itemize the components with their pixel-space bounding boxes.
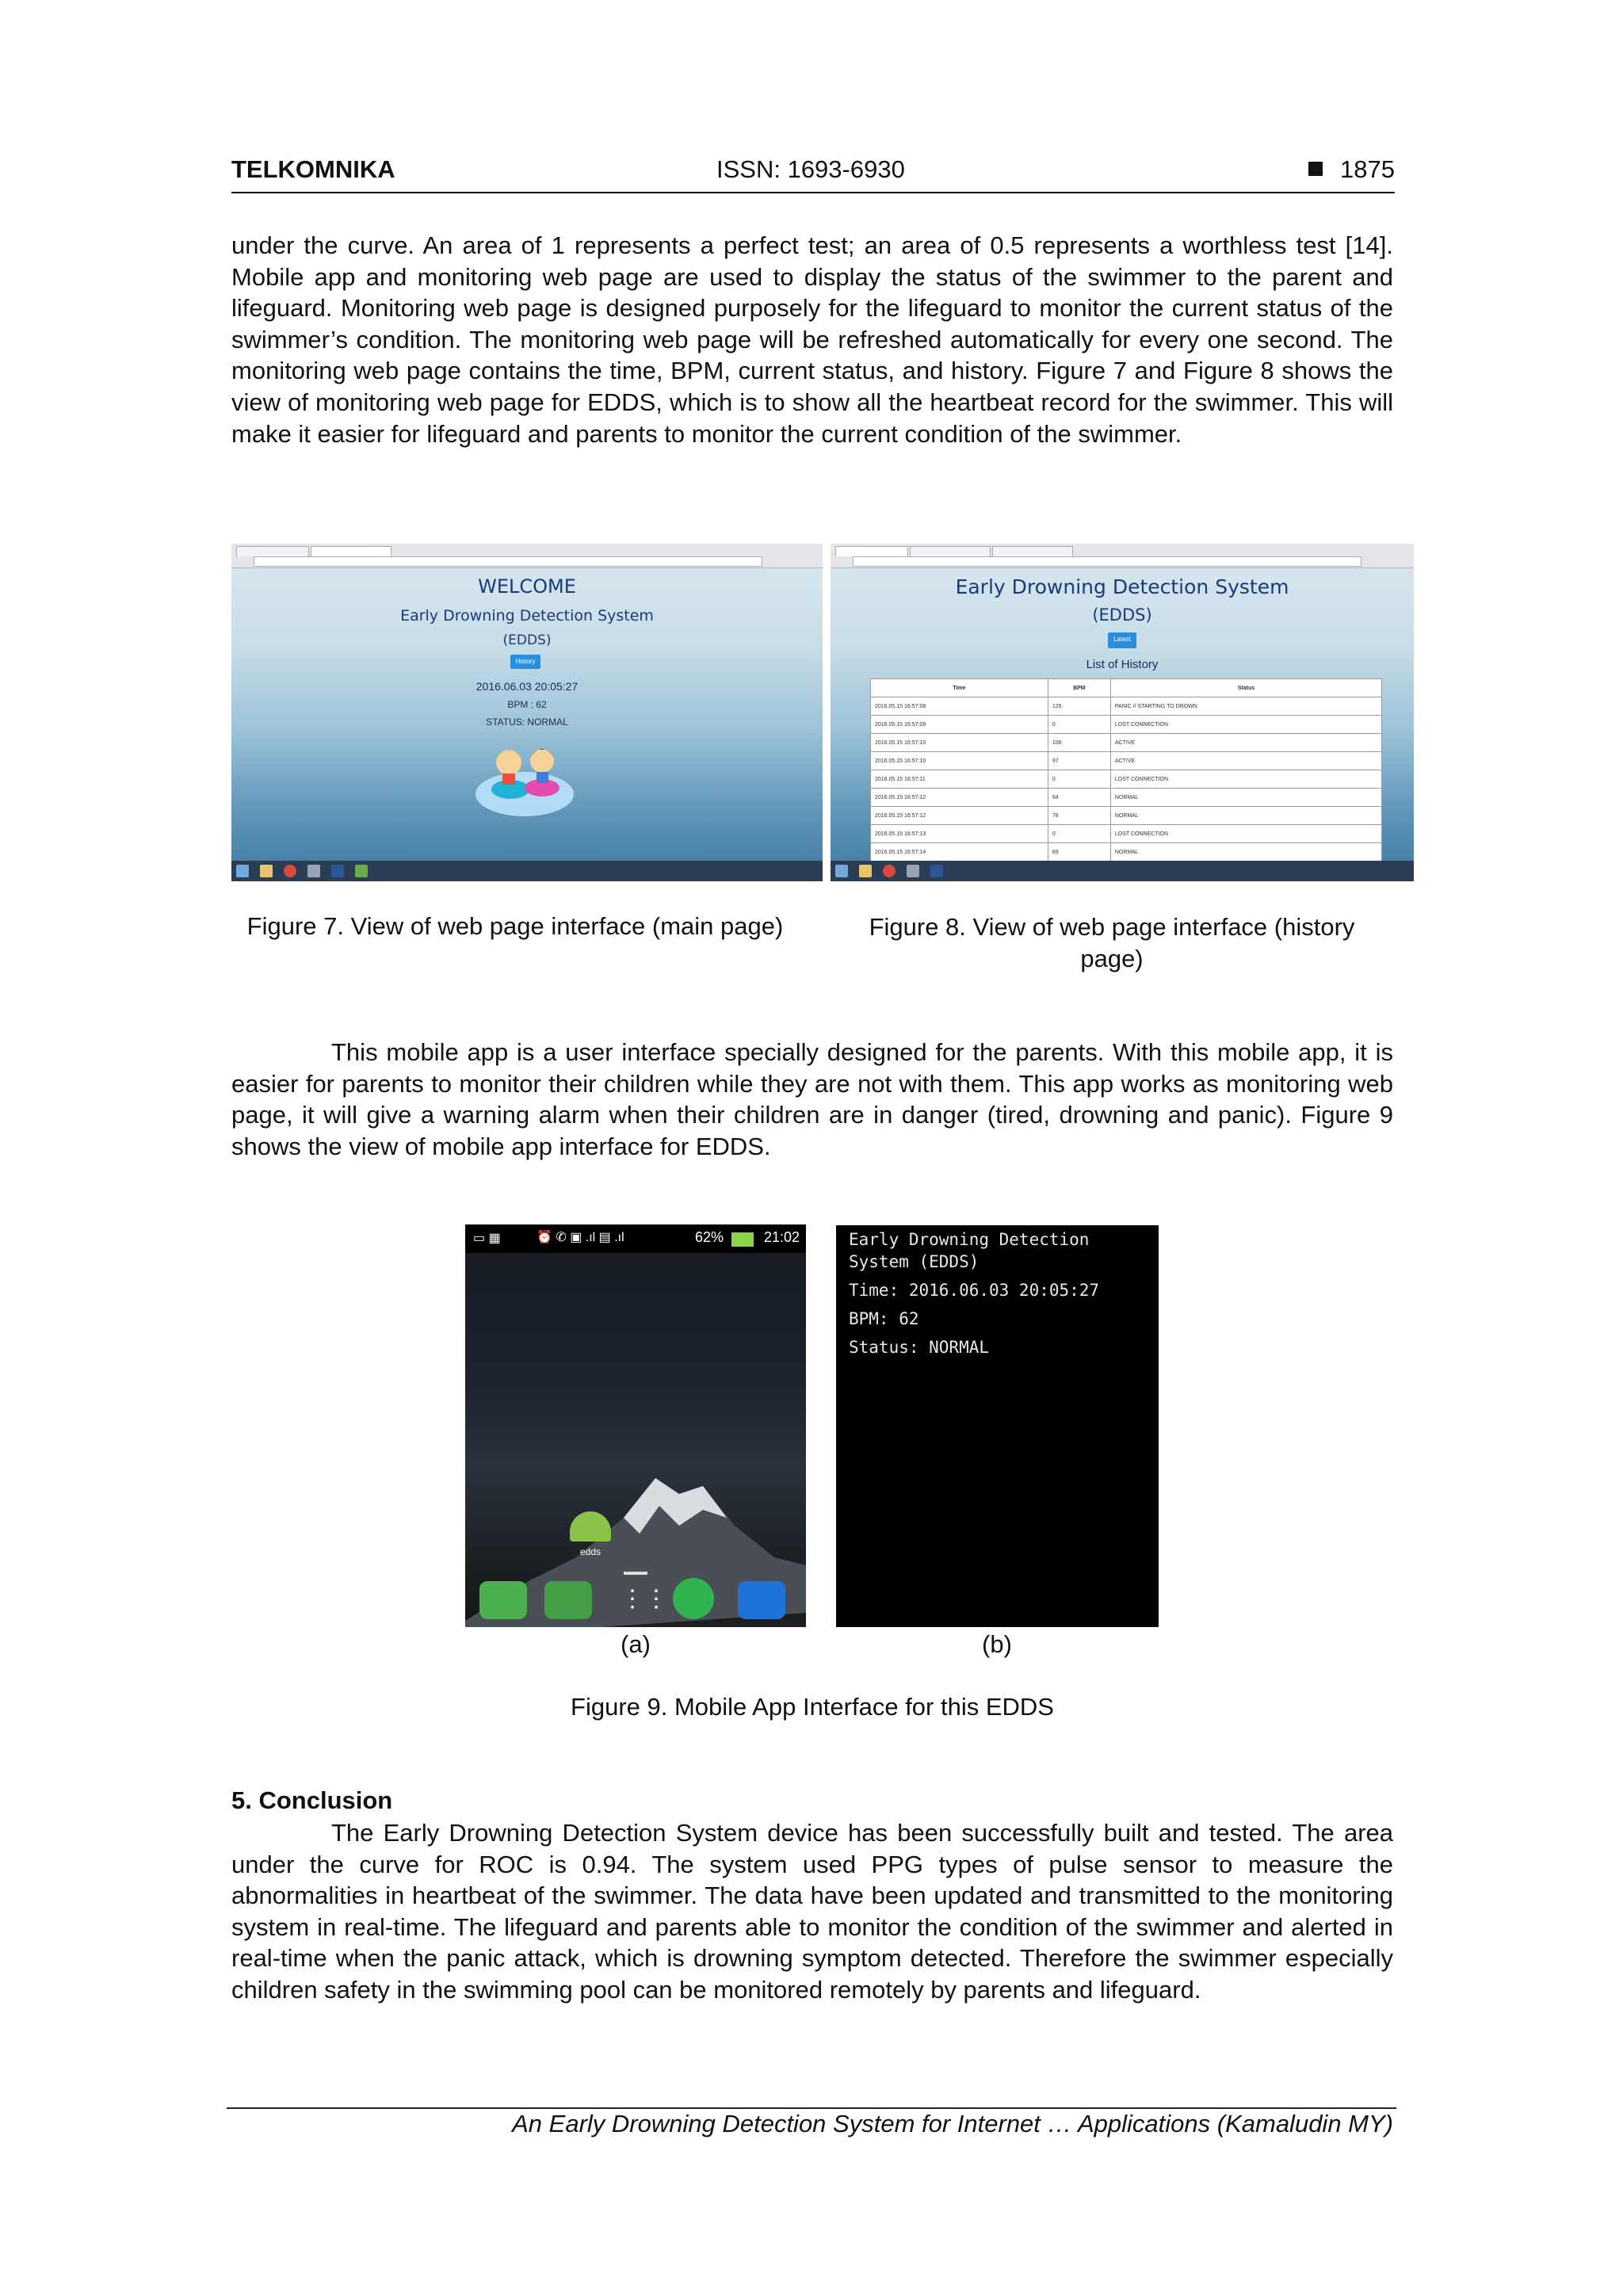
table-row [871, 697, 1382, 716]
conclusion-paragraph: The Early Drowning Detection System device has been successfully built and tested. The area under the curve for ROC is 0.94. The system used PPG types of pulse sensor to measure the abnormalities in heartbeat of the swimmer. The data have been updated and transmitted to the monitoring system in real-time. The lifeguard and parents able to monitor the condition of the swimmer and alerted in real-time when the panic attack, which is drowning symptom detected. Therefore the swimmer especially children safety in the swimming pool can be monitored remotely by parents and lifeguard. [231, 1819, 1393, 2004]
table-row [871, 789, 1382, 807]
folder-icon [859, 865, 872, 877]
app-time: Time: 2016.06.03 20:05:27 [849, 1281, 1100, 1300]
time-cell: 2016.05.15 16:57:09 [871, 716, 1048, 734]
time-cell: 2016.05.15 16:57:08 [871, 697, 1048, 716]
page-indicator [624, 1572, 647, 1575]
body-paragraph-2: This mobile app is a user interface specially designed for the parents. With this mobile app, it is easier for parents to monitor their children while they are not with them. This app works as monitoring web page, it will give a warning alarm when their children are in danger (tired, drowning and panic). Figure 9 shows the view of mobile app interface for EDDS. [231, 1038, 1393, 1160]
monitor-bpm: BPM : 62 [507, 699, 547, 710]
time-cell: 2016.05.15 16:57:13 [871, 825, 1048, 843]
phone-status-bar [465, 1224, 806, 1253]
app-title-line-2: System (EDDS) [849, 1252, 980, 1271]
signal-icons: ⏰ ✆ ▣ .ıl ▤ .ıl [537, 1231, 624, 1244]
status-cell: NORMAL [1110, 807, 1381, 825]
time-cell: 2016.05.15 16:57:12 [871, 807, 1048, 825]
messages-icon[interactable] [479, 1581, 527, 1619]
section-heading: 5. Conclusion [231, 1786, 393, 1814]
running-header [231, 155, 1395, 193]
status-cell: PANIC // STARTING TO DROWN [1110, 697, 1381, 716]
bpm-cell: 0 [1048, 770, 1110, 789]
status-cell: LOST CONNECTION [1110, 716, 1381, 734]
time-cell: 2016.05.15 16:57:10 [871, 734, 1048, 752]
chrome-icon [883, 865, 896, 877]
browser-toolbar [831, 544, 1414, 568]
welcome-heading: WELCOME [478, 575, 576, 598]
children-float-illustration [469, 732, 580, 819]
bpm-cell: 106 [1048, 734, 1110, 752]
table-row [871, 825, 1382, 843]
time-cell: 2016.05.15 16:57:14 [871, 843, 1048, 861]
status-cell: NORMAL [1110, 789, 1381, 807]
subfigure-label-b: (b) [982, 1630, 1012, 1658]
system-abbr: (EDDS) [502, 632, 552, 648]
table-row [871, 807, 1382, 825]
journal-name: TELKOMNIKA [231, 155, 395, 183]
os-taskbar [231, 861, 823, 881]
running-footer: An Early Drowning Detection System for Internet … Applications (Kamaludin MY) [512, 2110, 1393, 2137]
history-button[interactable]: History [510, 655, 540, 669]
subfigure-label-a: (a) [621, 1630, 651, 1658]
table-row [871, 716, 1382, 734]
bpm-cell: 0 [1048, 716, 1110, 734]
app-icon [355, 865, 368, 877]
os-taskbar [831, 861, 1414, 881]
time-cell: 2016.05.15 16:57:11 [871, 770, 1048, 789]
bpm-cell: 69 [1048, 843, 1110, 861]
start-icon [835, 865, 848, 877]
figure-8-screenshot [831, 544, 1414, 881]
table-row [871, 770, 1382, 789]
browser-toolbar [231, 544, 823, 568]
status-cell: LOST CONNECTION [1110, 770, 1381, 789]
monitor-time: 2016.06.03 20:05:27 [475, 680, 579, 693]
word-icon [331, 865, 344, 877]
battery-percent: 62% [695, 1229, 724, 1245]
page-number: 1875 [1308, 155, 1395, 184]
app-icon [307, 865, 320, 877]
app-title-line-1: Early Drowning Detection [849, 1230, 1090, 1249]
phone-home-screen [465, 1224, 806, 1627]
table-row [871, 734, 1382, 752]
word-icon [930, 865, 943, 877]
time-cell: 2016.05.15 16:57:10 [871, 752, 1048, 770]
table-row [871, 843, 1382, 861]
app-drawer-icon[interactable]: ⋮⋮ [621, 1586, 668, 1612]
table-header-row [871, 679, 1382, 697]
bpm-cell: 0 [1048, 825, 1110, 843]
figure-7-caption: Figure 7. View of web page interface (main page) [246, 912, 784, 940]
square-bullet-icon [1308, 162, 1323, 176]
body-paragraph-1: under the curve. An area of 1 represents a perfect test; an area of 0.5 represents a worthless test [14]. Mobile app and monitoring web page are used to display the status of the swimmer to the parent and lifeguard. Monitoring web page is designed purposely for the lifeguard to monitor the current status of the swimmer’s condition. The monitoring web page will be refreshed automatically for every one second. The monitoring web page contains the time, BPM, current status, and history. Figure 7 and Figure 8 shows the view of monitoring web page for EDDS, which is to show all the heartbeat record for the swimmer. This will make it easier for lifeguard and parents to monitor the current condition of the swimmer. [231, 231, 1393, 448]
edds-mobile-app-screen [836, 1225, 1159, 1627]
history-table [870, 678, 1382, 861]
camera-icon[interactable] [738, 1581, 785, 1619]
app-bpm: BPM: 62 [849, 1309, 919, 1328]
battery-icon [731, 1232, 754, 1247]
phone-clock: 21:02 [763, 1229, 800, 1245]
whatsapp-icon[interactable] [673, 1578, 714, 1619]
bpm-cell: 126 [1048, 697, 1110, 716]
start-icon [236, 865, 249, 877]
bpm-cell: 97 [1048, 752, 1110, 770]
system-name: Early Drowning Detection System [400, 607, 654, 625]
column-header: Time [871, 679, 1048, 697]
figure-8-caption: Figure 8. View of web page interface (history page) [869, 913, 1355, 972]
app-icon [907, 865, 919, 877]
footer-rule [227, 2107, 1396, 2109]
monitor-status: STATUS: NORMAL [486, 716, 568, 728]
bpm-cell: 78 [1048, 807, 1110, 825]
folder-icon [260, 865, 273, 877]
system-abbr: (EDDS) [1092, 606, 1152, 625]
status-cell: ACTIVE [1110, 734, 1381, 752]
app-status: Status: NORMAL [849, 1338, 990, 1357]
column-header: Status [1110, 679, 1381, 697]
table-row [871, 752, 1382, 770]
app-label: edds [579, 1546, 601, 1557]
status-cell: LOST CONNECTION [1110, 825, 1381, 843]
issn: ISSN: 1693-6930 [716, 155, 905, 183]
latest-button[interactable]: Latest [1108, 632, 1136, 648]
column-header: BPM [1048, 679, 1110, 697]
system-name: Early Drowning Detection System [955, 575, 1289, 598]
time-cell: 2016.05.15 16:57:12 [871, 789, 1048, 807]
history-list-title: List of History [1086, 658, 1159, 671]
status-cell: ACTIVE [1110, 752, 1381, 770]
figure-9-caption: Figure 9. Mobile App Interface for this EDDS [571, 1693, 1054, 1721]
notification-icons: ▭ ▦ [473, 1232, 501, 1245]
chrome-icon [284, 865, 296, 877]
phone-call-icon[interactable] [544, 1581, 592, 1619]
status-cell: NORMAL [1110, 843, 1381, 861]
figure-7-screenshot [231, 544, 823, 881]
bpm-cell: 84 [1048, 789, 1110, 807]
